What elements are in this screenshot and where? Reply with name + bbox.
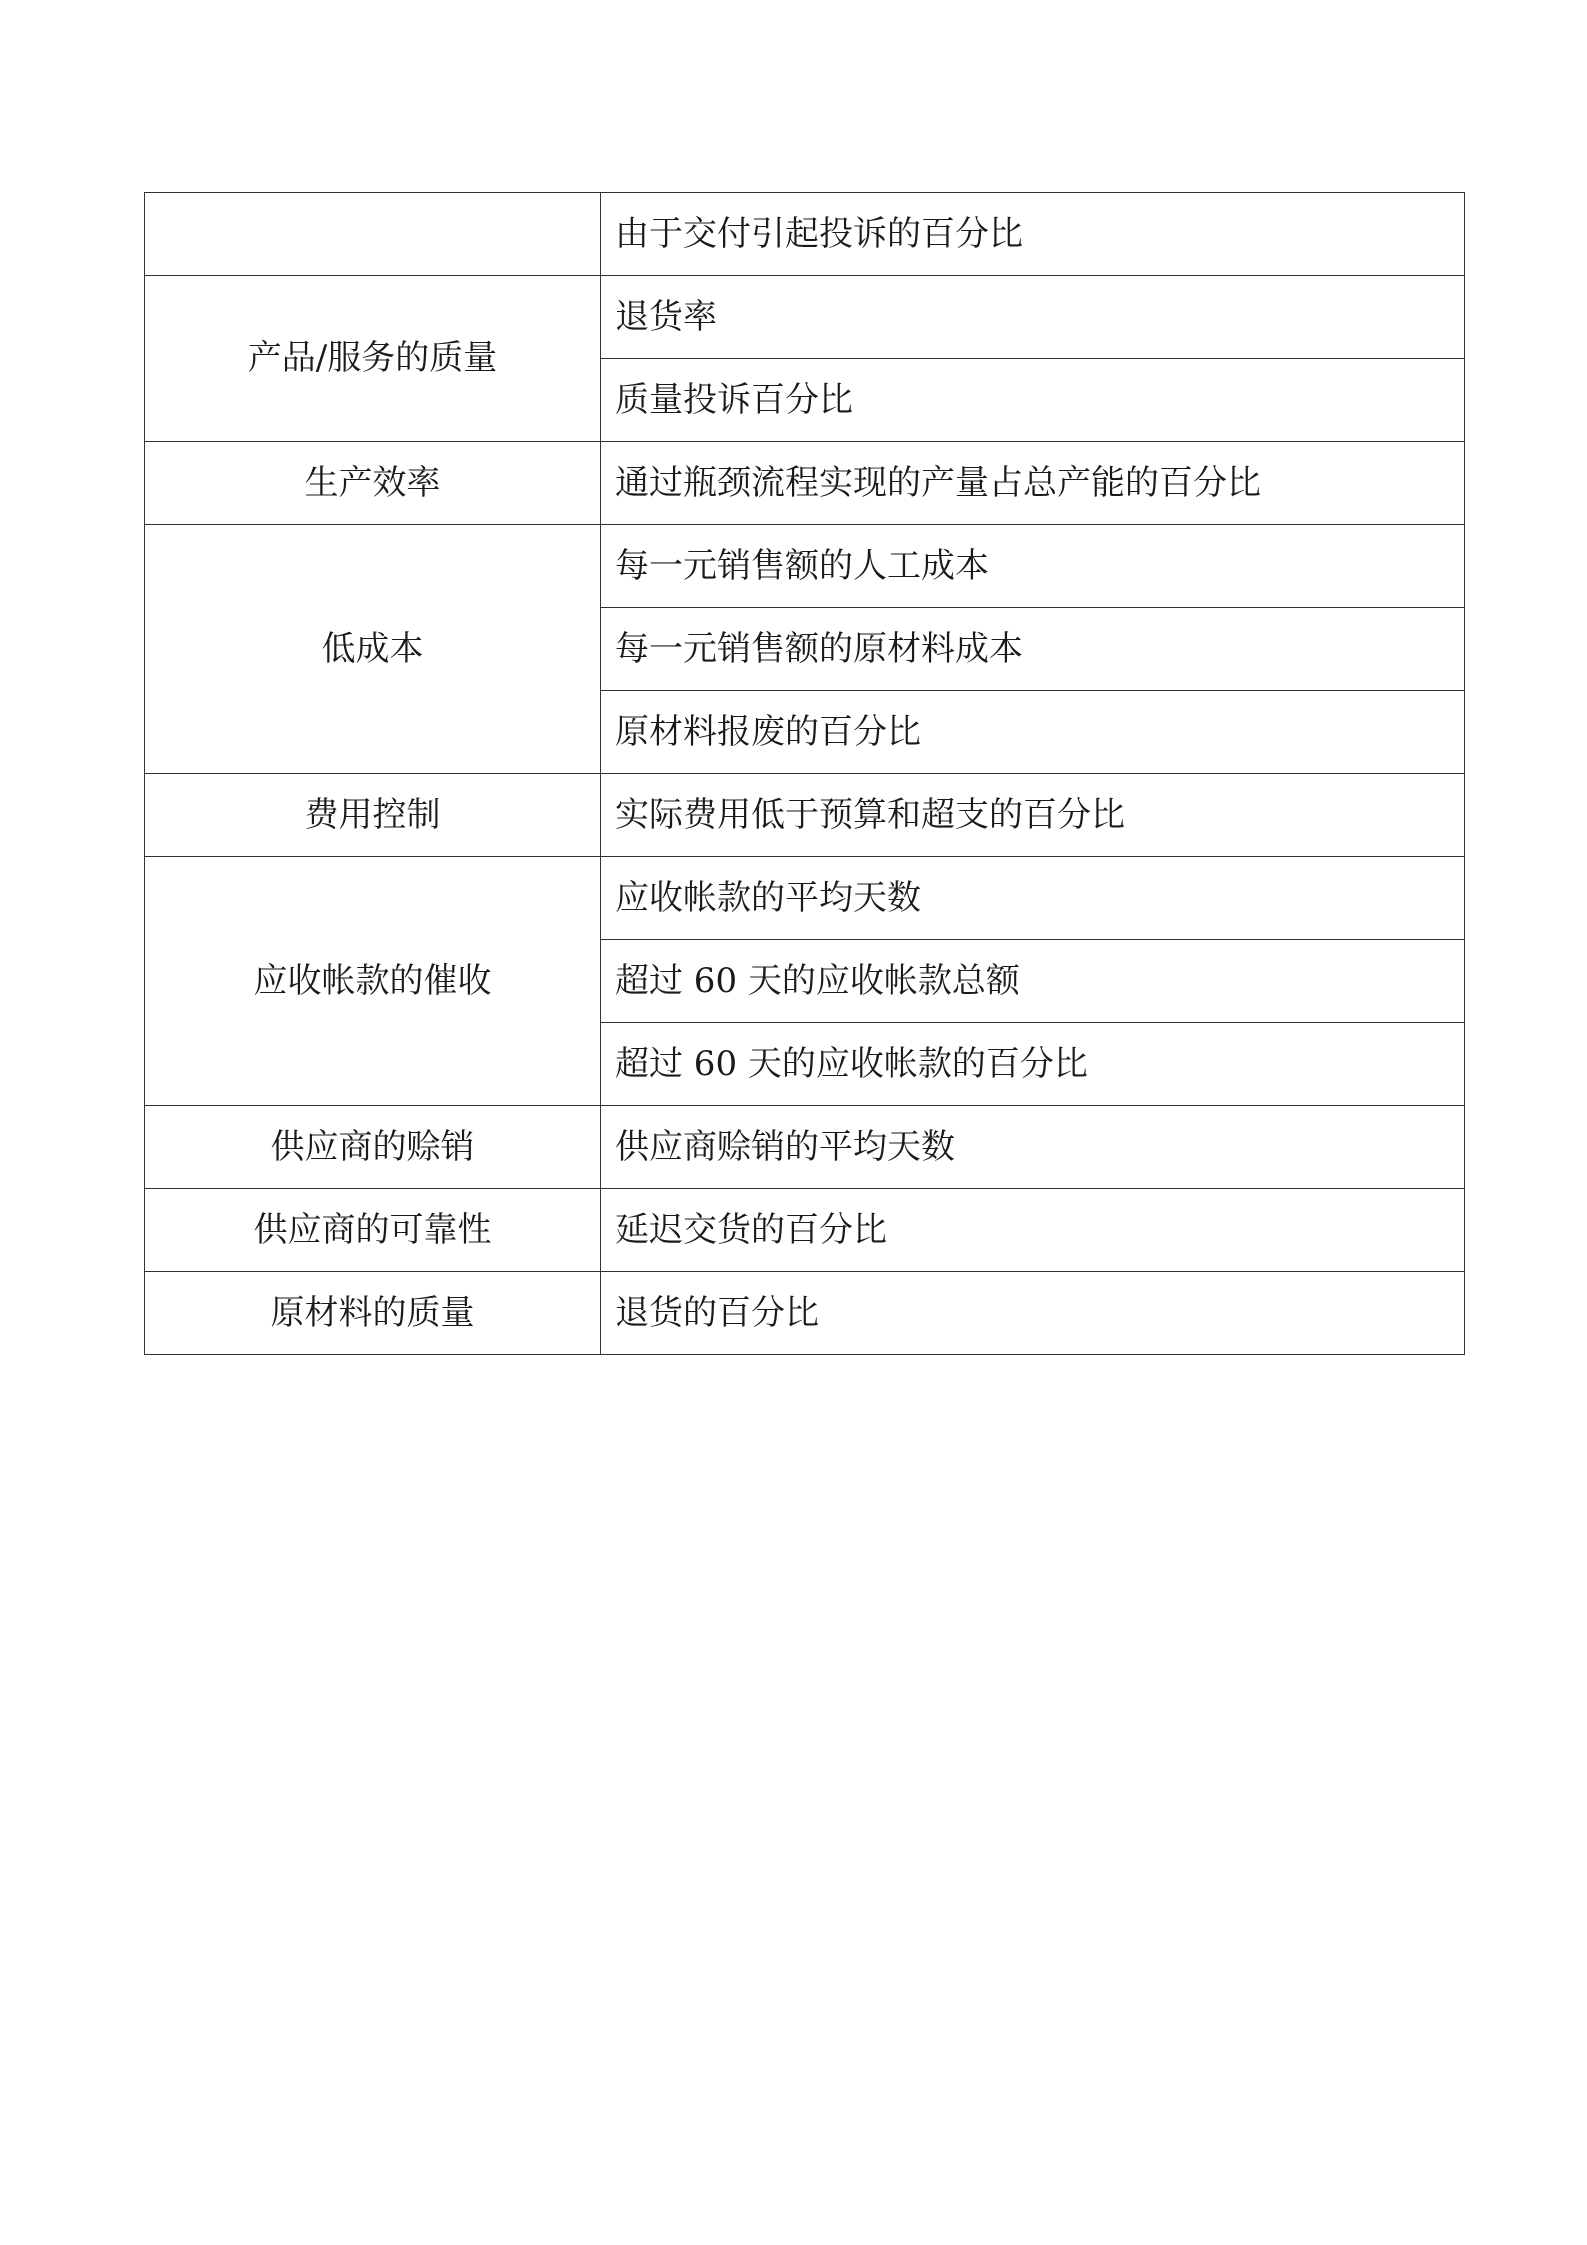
metric-cell: 实际费用低于预算和超支的百分比	[601, 774, 1465, 857]
table-row	[145, 1272, 1465, 1355]
table-row	[145, 193, 1465, 276]
table-row	[145, 276, 1465, 359]
metric-cell: 供应商赊销的平均天数	[601, 1106, 1465, 1189]
category-cell: 产品/服务的质量	[145, 276, 601, 442]
metric-cell: 延迟交货的百分比	[601, 1189, 1465, 1272]
metric-cell: 每一元销售额的人工成本	[601, 525, 1465, 608]
category-cell: 生产效率	[145, 442, 601, 525]
category-cell: 应收帐款的催收	[145, 857, 601, 1106]
metric-cell: 超过 60 天的应收帐款的百分比	[601, 1023, 1465, 1106]
metric-cell: 质量投诉百分比	[601, 359, 1465, 442]
metric-cell: 超过 60 天的应收帐款总额	[601, 940, 1465, 1023]
category-cell: 低成本	[145, 525, 601, 774]
category-cell: 供应商的赊销	[145, 1106, 601, 1189]
table-row	[145, 525, 1465, 608]
metric-cell: 应收帐款的平均天数	[601, 857, 1465, 940]
category-cell	[145, 193, 601, 276]
metric-cell: 由于交付引起投诉的百分比	[601, 193, 1465, 276]
kpi-table	[144, 192, 1465, 1355]
table-row	[145, 857, 1465, 940]
metric-cell: 退货的百分比	[601, 1272, 1465, 1355]
category-cell: 供应商的可靠性	[145, 1189, 601, 1272]
metric-cell: 退货率	[601, 276, 1465, 359]
category-cell: 原材料的质量	[145, 1272, 601, 1355]
category-cell: 费用控制	[145, 774, 601, 857]
metric-cell: 每一元销售额的原材料成本	[601, 608, 1465, 691]
metric-cell: 原材料报废的百分比	[601, 691, 1465, 774]
metric-cell: 通过瓶颈流程实现的产量占总产能的百分比	[601, 442, 1465, 525]
table-row	[145, 774, 1465, 857]
table-row	[145, 1189, 1465, 1272]
table-row	[145, 1106, 1465, 1189]
table-row	[145, 442, 1465, 525]
